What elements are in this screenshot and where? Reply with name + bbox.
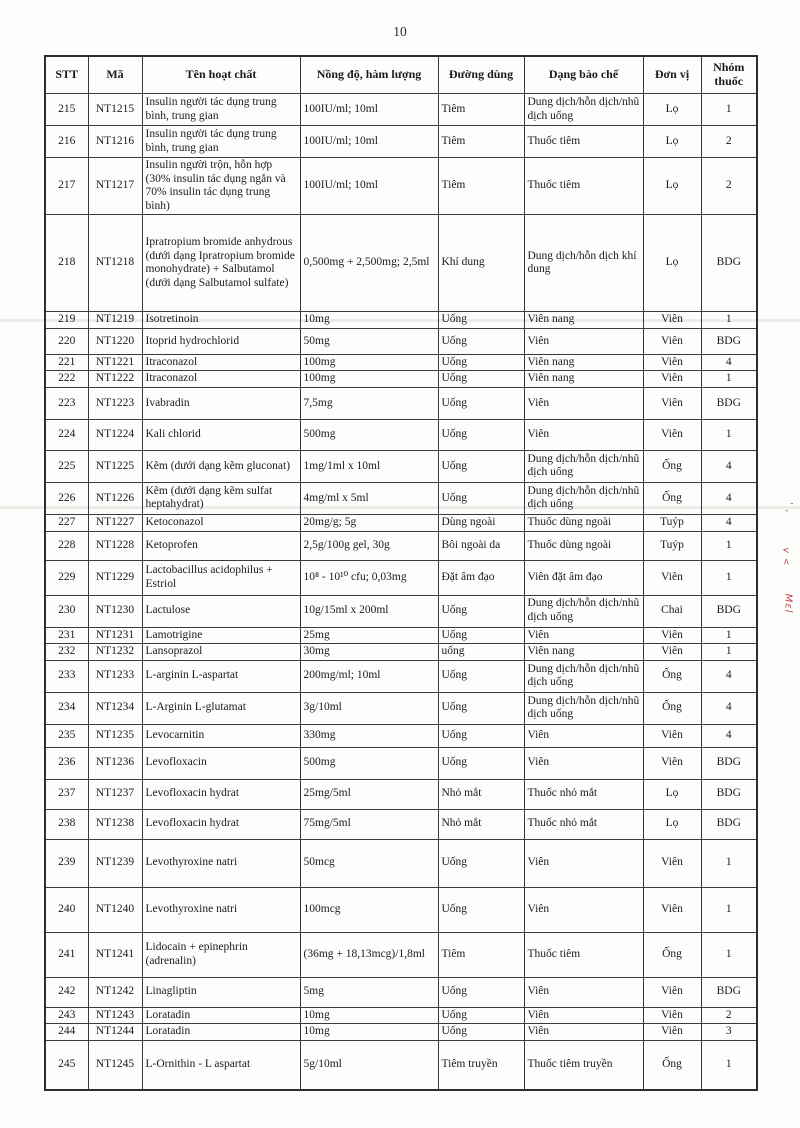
cell-dosage-form: Viên bbox=[524, 747, 643, 779]
cell-stt: 218 bbox=[45, 215, 88, 312]
cell-stt: 244 bbox=[45, 1024, 88, 1041]
cell-name: Kali chlorid bbox=[142, 419, 300, 450]
cell-stt: 241 bbox=[45, 932, 88, 977]
cell-unit: Viên bbox=[643, 644, 701, 661]
cell-code: NT1224 bbox=[88, 419, 142, 450]
cell-code: NT1227 bbox=[88, 514, 142, 531]
cell-unit: Lọ bbox=[643, 215, 701, 312]
cell-strength: 20mg/g; 5g bbox=[300, 514, 438, 531]
cell-dosage-form: Viên nang bbox=[524, 644, 643, 661]
cell-group: 4 bbox=[701, 514, 757, 531]
cell-unit: Tuýp bbox=[643, 531, 701, 560]
table-row bbox=[45, 660, 757, 692]
cell-stt: 245 bbox=[45, 1040, 88, 1090]
cell-code: NT1231 bbox=[88, 627, 142, 644]
col-header-dosage-form: Dạng bào chế bbox=[524, 56, 643, 94]
cell-code: NT1228 bbox=[88, 531, 142, 560]
cell-stt: 231 bbox=[45, 627, 88, 644]
cell-unit: Lọ bbox=[643, 809, 701, 839]
cell-stt: 239 bbox=[45, 839, 88, 887]
cell-route: Uống bbox=[438, 747, 524, 779]
cell-group: 3 bbox=[701, 1024, 757, 1041]
cell-unit: Viên bbox=[643, 560, 701, 595]
cell-route: Tiêm bbox=[438, 94, 524, 126]
cell-dosage-form: Thuốc dùng ngoài bbox=[524, 531, 643, 560]
cell-strength: 200mg/ml; 10ml bbox=[300, 660, 438, 692]
cell-stt: 226 bbox=[45, 482, 88, 514]
table-row bbox=[45, 595, 757, 627]
cell-route: Nhỏ mắt bbox=[438, 809, 524, 839]
cell-code: NT1233 bbox=[88, 660, 142, 692]
handwritten-mark: ' , bbox=[783, 502, 794, 514]
cell-route: Đặt âm đạo bbox=[438, 560, 524, 595]
cell-route: Bôi ngoài da bbox=[438, 531, 524, 560]
cell-strength: 25mg/5ml bbox=[300, 779, 438, 809]
cell-code: NT1226 bbox=[88, 482, 142, 514]
cell-name: Lactobacillus acidophilus + Estriol bbox=[142, 560, 300, 595]
cell-route: Uống bbox=[438, 1007, 524, 1024]
cell-unit: Ống bbox=[643, 482, 701, 514]
cell-stt: 224 bbox=[45, 419, 88, 450]
cell-code: NT1217 bbox=[88, 158, 142, 215]
cell-strength: 7,5mg bbox=[300, 387, 438, 419]
table-row bbox=[45, 747, 757, 779]
cell-route: uống bbox=[438, 644, 524, 661]
cell-unit: Ống bbox=[643, 932, 701, 977]
table-header bbox=[45, 56, 757, 94]
cell-dosage-form: Dung dịch/hỗn dịch/nhũ dịch uống bbox=[524, 660, 643, 692]
cell-route: Tiêm truyền bbox=[438, 1040, 524, 1090]
cell-code: NT1225 bbox=[88, 450, 142, 482]
cell-dosage-form: Viên bbox=[524, 1007, 643, 1024]
cell-stt: 216 bbox=[45, 126, 88, 158]
table-row bbox=[45, 887, 757, 932]
cell-name: Isotretinoin bbox=[142, 312, 300, 329]
cell-route: Uống bbox=[438, 595, 524, 627]
cell-name: L-Ornithin - L aspartat bbox=[142, 1040, 300, 1090]
cell-unit: Lọ bbox=[643, 94, 701, 126]
cell-stt: 217 bbox=[45, 158, 88, 215]
cell-group: BDG bbox=[701, 809, 757, 839]
cell-dosage-form: Thuốc nhỏ mắt bbox=[524, 809, 643, 839]
cell-strength: 2,5g/100g gel, 30g bbox=[300, 531, 438, 560]
cell-name: Lansoprazol bbox=[142, 644, 300, 661]
cell-dosage-form: Dung dịch/hỗn dịch/nhũ dịch uống bbox=[524, 692, 643, 724]
cell-name: Ketoconazol bbox=[142, 514, 300, 531]
cell-group: 4 bbox=[701, 660, 757, 692]
cell-strength: 10mg bbox=[300, 312, 438, 329]
cell-group: 1 bbox=[701, 887, 757, 932]
cell-strength: 50mcg bbox=[300, 839, 438, 887]
cell-route: Uống bbox=[438, 660, 524, 692]
cell-strength: 10mg bbox=[300, 1007, 438, 1024]
cell-unit: Viên bbox=[643, 977, 701, 1007]
table-row bbox=[45, 371, 757, 388]
cell-strength: 10g/15ml x 200ml bbox=[300, 595, 438, 627]
col-header-name: Tên hoạt chất bbox=[142, 56, 300, 94]
cell-dosage-form: Dung dịch/hỗn dịch/nhũ dịch uống bbox=[524, 482, 643, 514]
cell-strength: 25mg bbox=[300, 627, 438, 644]
cell-unit: Viên bbox=[643, 354, 701, 371]
cell-unit: Viên bbox=[643, 747, 701, 779]
cell-group: 4 bbox=[701, 354, 757, 371]
cell-stt: 235 bbox=[45, 724, 88, 747]
cell-name: Ketoprofen bbox=[142, 531, 300, 560]
cell-strength: 330mg bbox=[300, 724, 438, 747]
cell-route: Uống bbox=[438, 450, 524, 482]
cell-dosage-form: Viên đặt âm đạo bbox=[524, 560, 643, 595]
cell-unit: Viên bbox=[643, 1007, 701, 1024]
cell-group: BDG bbox=[701, 328, 757, 354]
cell-stt: 227 bbox=[45, 514, 88, 531]
cell-name: Levocarnitin bbox=[142, 724, 300, 747]
cell-group: 1 bbox=[701, 419, 757, 450]
cell-name: Itraconazol bbox=[142, 354, 300, 371]
cell-dosage-form: Viên bbox=[524, 977, 643, 1007]
cell-strength: 500mg bbox=[300, 419, 438, 450]
col-header-group: Nhóm thuốc bbox=[701, 56, 757, 94]
cell-code: NT1245 bbox=[88, 1040, 142, 1090]
table-row bbox=[45, 1007, 757, 1024]
table-row bbox=[45, 450, 757, 482]
cell-stt: 219 bbox=[45, 312, 88, 329]
table-row bbox=[45, 126, 757, 158]
table-row bbox=[45, 531, 757, 560]
cell-strength: 30mg bbox=[300, 644, 438, 661]
cell-strength: 100IU/ml; 10ml bbox=[300, 94, 438, 126]
cell-group: BDG bbox=[701, 215, 757, 312]
cell-strength: 10⁸ - 10¹⁰ cfu; 0,03mg bbox=[300, 560, 438, 595]
table-row bbox=[45, 94, 757, 126]
cell-group: BDG bbox=[701, 387, 757, 419]
cell-group: 2 bbox=[701, 126, 757, 158]
cell-group: 1 bbox=[701, 531, 757, 560]
cell-stt: 236 bbox=[45, 747, 88, 779]
cell-stt: 233 bbox=[45, 660, 88, 692]
cell-dosage-form: Dung dịch/hỗn dịch khí dung bbox=[524, 215, 643, 312]
cell-name: Levofloxacin hydrat bbox=[142, 779, 300, 809]
cell-code: NT1220 bbox=[88, 328, 142, 354]
cell-strength: 5mg bbox=[300, 977, 438, 1007]
cell-dosage-form: Thuốc nhỏ mắt bbox=[524, 779, 643, 809]
cell-code: NT1240 bbox=[88, 887, 142, 932]
cell-route: Uống bbox=[438, 692, 524, 724]
cell-code: NT1218 bbox=[88, 215, 142, 312]
cell-unit: Ống bbox=[643, 660, 701, 692]
table-row bbox=[45, 158, 757, 215]
cell-dosage-form: Viên nang bbox=[524, 371, 643, 388]
drug-list-table bbox=[44, 55, 758, 1091]
cell-unit: Lọ bbox=[643, 158, 701, 215]
cell-dosage-form: Viên bbox=[524, 328, 643, 354]
cell-name: Ipratropium bromide anhydrous (dưới dạng Ipratropium bromide monohydrate) + Salbutamol (dưới dạng Salbutamol sulfate) bbox=[142, 215, 300, 312]
cell-stt: 237 bbox=[45, 779, 88, 809]
cell-name: Levofloxacin hydrat bbox=[142, 809, 300, 839]
cell-dosage-form: Thuốc tiêm truyền bbox=[524, 1040, 643, 1090]
cell-strength: 500mg bbox=[300, 747, 438, 779]
cell-dosage-form: Viên nang bbox=[524, 312, 643, 329]
cell-strength: 100mg bbox=[300, 371, 438, 388]
cell-strength: 100IU/ml; 10ml bbox=[300, 126, 438, 158]
col-header-strength: Nồng độ, hàm lượng bbox=[300, 56, 438, 94]
table-row bbox=[45, 1040, 757, 1090]
cell-name: Linagliptin bbox=[142, 977, 300, 1007]
cell-strength: 100mg bbox=[300, 354, 438, 371]
cell-stt: 238 bbox=[45, 809, 88, 839]
cell-group: BDG bbox=[701, 747, 757, 779]
cell-code: NT1236 bbox=[88, 747, 142, 779]
cell-strength: 75mg/5ml bbox=[300, 809, 438, 839]
cell-unit: Ống bbox=[643, 450, 701, 482]
cell-name: L-Arginin L-glutamat bbox=[142, 692, 300, 724]
table-row bbox=[45, 387, 757, 419]
table-row bbox=[45, 692, 757, 724]
cell-code: NT1232 bbox=[88, 644, 142, 661]
table-row bbox=[45, 1024, 757, 1041]
cell-unit: Tuýp bbox=[643, 514, 701, 531]
cell-strength: 4mg/ml x 5ml bbox=[300, 482, 438, 514]
table-row bbox=[45, 215, 757, 312]
cell-unit: Lọ bbox=[643, 779, 701, 809]
table-row bbox=[45, 627, 757, 644]
cell-route: Uống bbox=[438, 419, 524, 450]
cell-route: Uống bbox=[438, 354, 524, 371]
cell-strength: 100IU/ml; 10ml bbox=[300, 158, 438, 215]
cell-unit: Lọ bbox=[643, 126, 701, 158]
cell-route: Nhỏ mắt bbox=[438, 779, 524, 809]
cell-unit: Ống bbox=[643, 692, 701, 724]
cell-name: Insulin người trộn, hỗn hợp (30% insulin tác dụng ngắn và 70% insulin tác dụng trung bình) bbox=[142, 158, 300, 215]
cell-strength: (36mg + 18,13mcg)/1,8ml bbox=[300, 932, 438, 977]
cell-code: NT1221 bbox=[88, 354, 142, 371]
table-row bbox=[45, 560, 757, 595]
handwritten-mark: Mɛl bbox=[782, 593, 794, 614]
cell-unit: Viên bbox=[643, 312, 701, 329]
cell-name: Loratadin bbox=[142, 1024, 300, 1041]
cell-dosage-form: Viên bbox=[524, 1024, 643, 1041]
cell-group: 1 bbox=[701, 627, 757, 644]
cell-strength: 10mg bbox=[300, 1024, 438, 1041]
cell-route: Uống bbox=[438, 887, 524, 932]
header-row bbox=[45, 56, 757, 94]
cell-stt: 215 bbox=[45, 94, 88, 126]
cell-name: Lidocain + epinephrin (adrenalin) bbox=[142, 932, 300, 977]
cell-stt: 240 bbox=[45, 887, 88, 932]
cell-code: NT1219 bbox=[88, 312, 142, 329]
table-row bbox=[45, 724, 757, 747]
table-row bbox=[45, 354, 757, 371]
page-number: 10 bbox=[393, 24, 407, 39]
cell-route: Uống bbox=[438, 312, 524, 329]
cell-name: Loratadin bbox=[142, 1007, 300, 1024]
cell-name: Lactulose bbox=[142, 595, 300, 627]
col-header-route: Đường dùng bbox=[438, 56, 524, 94]
cell-code: NT1243 bbox=[88, 1007, 142, 1024]
handwritten-mark: v < bbox=[780, 547, 791, 567]
cell-group: BDG bbox=[701, 779, 757, 809]
cell-unit: Chai bbox=[643, 595, 701, 627]
cell-name: Ivabradin bbox=[142, 387, 300, 419]
cell-group: 4 bbox=[701, 692, 757, 724]
cell-group: 1 bbox=[701, 94, 757, 126]
cell-stt: 225 bbox=[45, 450, 88, 482]
cell-route: Tiêm bbox=[438, 932, 524, 977]
cell-route: Tiêm bbox=[438, 158, 524, 215]
cell-code: NT1241 bbox=[88, 932, 142, 977]
cell-name: Levothyroxine natri bbox=[142, 839, 300, 887]
cell-dosage-form: Dung dịch/hỗn dịch/nhũ dịch uống bbox=[524, 595, 643, 627]
cell-stt: 243 bbox=[45, 1007, 88, 1024]
cell-group: 2 bbox=[701, 158, 757, 215]
cell-group: 1 bbox=[701, 371, 757, 388]
cell-name: Kẽm (dưới dạng kẽm sulfat heptahydrat) bbox=[142, 482, 300, 514]
cell-unit: Ống bbox=[643, 1040, 701, 1090]
cell-code: NT1235 bbox=[88, 724, 142, 747]
cell-code: NT1222 bbox=[88, 371, 142, 388]
cell-code: NT1238 bbox=[88, 809, 142, 839]
cell-code: NT1216 bbox=[88, 126, 142, 158]
cell-stt: 232 bbox=[45, 644, 88, 661]
cell-code: NT1237 bbox=[88, 779, 142, 809]
cell-strength: 5g/10ml bbox=[300, 1040, 438, 1090]
cell-stt: 228 bbox=[45, 531, 88, 560]
cell-unit: Viên bbox=[643, 627, 701, 644]
cell-group: BDG bbox=[701, 595, 757, 627]
cell-stt: 229 bbox=[45, 560, 88, 595]
col-header-stt: STT bbox=[45, 56, 88, 94]
cell-dosage-form: Dung dịch/hỗn dịch/nhũ dịch uống bbox=[524, 94, 643, 126]
cell-group: 1 bbox=[701, 644, 757, 661]
cell-stt: 221 bbox=[45, 354, 88, 371]
table-row bbox=[45, 328, 757, 354]
cell-route: Khí dung bbox=[438, 215, 524, 312]
cell-group: 1 bbox=[701, 1040, 757, 1090]
table-body bbox=[45, 94, 757, 1091]
cell-name: Insulin người tác dụng trung bình, trung gian bbox=[142, 94, 300, 126]
cell-code: NT1229 bbox=[88, 560, 142, 595]
cell-unit: Viên bbox=[643, 328, 701, 354]
cell-dosage-form: Viên bbox=[524, 387, 643, 419]
cell-route: Uống bbox=[438, 371, 524, 388]
cell-code: NT1239 bbox=[88, 839, 142, 887]
col-header-code: Mã bbox=[88, 56, 142, 94]
cell-strength: 100mcg bbox=[300, 887, 438, 932]
cell-strength: 3g/10ml bbox=[300, 692, 438, 724]
cell-code: NT1223 bbox=[88, 387, 142, 419]
cell-dosage-form: Viên bbox=[524, 627, 643, 644]
cell-unit: Viên bbox=[643, 1024, 701, 1041]
cell-dosage-form: Thuốc dùng ngoài bbox=[524, 514, 643, 531]
cell-name: Levothyroxine natri bbox=[142, 887, 300, 932]
cell-unit: Viên bbox=[643, 371, 701, 388]
cell-dosage-form: Viên bbox=[524, 839, 643, 887]
cell-dosage-form: Viên bbox=[524, 887, 643, 932]
cell-route: Uống bbox=[438, 387, 524, 419]
cell-strength: 0,500mg + 2,500mg; 2,5ml bbox=[300, 215, 438, 312]
cell-dosage-form: Thuốc tiêm bbox=[524, 126, 643, 158]
cell-group: BDG bbox=[701, 977, 757, 1007]
cell-dosage-form: Thuốc tiêm bbox=[524, 158, 643, 215]
table-row bbox=[45, 977, 757, 1007]
cell-stt: 223 bbox=[45, 387, 88, 419]
cell-route: Uống bbox=[438, 627, 524, 644]
cell-unit: Viên bbox=[643, 839, 701, 887]
col-header-unit: Đơn vị bbox=[643, 56, 701, 94]
cell-code: NT1215 bbox=[88, 94, 142, 126]
cell-code: NT1244 bbox=[88, 1024, 142, 1041]
cell-unit: Viên bbox=[643, 387, 701, 419]
cell-route: Uống bbox=[438, 724, 524, 747]
cell-dosage-form: Viên bbox=[524, 419, 643, 450]
cell-dosage-form: Thuốc tiêm bbox=[524, 932, 643, 977]
cell-group: 1 bbox=[701, 312, 757, 329]
cell-group: 4 bbox=[701, 724, 757, 747]
cell-route: Tiêm bbox=[438, 126, 524, 158]
table-row bbox=[45, 482, 757, 514]
cell-code: NT1234 bbox=[88, 692, 142, 724]
table-row bbox=[45, 932, 757, 977]
cell-unit: Viên bbox=[643, 724, 701, 747]
cell-route: Uống bbox=[438, 977, 524, 1007]
cell-name: L-arginin L-aspartat bbox=[142, 660, 300, 692]
cell-name: Insulin người tác dụng trung bình, trung gian bbox=[142, 126, 300, 158]
cell-dosage-form: Viên bbox=[524, 724, 643, 747]
cell-stt: 222 bbox=[45, 371, 88, 388]
cell-stt: 234 bbox=[45, 692, 88, 724]
cell-dosage-form: Viên nang bbox=[524, 354, 643, 371]
cell-stt: 220 bbox=[45, 328, 88, 354]
cell-route: Dùng ngoài bbox=[438, 514, 524, 531]
cell-name: Itraconazol bbox=[142, 371, 300, 388]
cell-group: 2 bbox=[701, 1007, 757, 1024]
cell-group: 1 bbox=[701, 560, 757, 595]
cell-code: NT1242 bbox=[88, 977, 142, 1007]
cell-name: Kẽm (dưới dạng kẽm gluconat) bbox=[142, 450, 300, 482]
cell-code: NT1230 bbox=[88, 595, 142, 627]
cell-route: Uống bbox=[438, 1024, 524, 1041]
cell-strength: 50mg bbox=[300, 328, 438, 354]
cell-name: Lamotrigine bbox=[142, 627, 300, 644]
cell-route: Uống bbox=[438, 328, 524, 354]
cell-route: Uống bbox=[438, 482, 524, 514]
cell-group: 4 bbox=[701, 482, 757, 514]
table-row bbox=[45, 644, 757, 661]
cell-unit: Viên bbox=[643, 887, 701, 932]
cell-stt: 230 bbox=[45, 595, 88, 627]
table-row bbox=[45, 839, 757, 887]
cell-route: Uống bbox=[438, 839, 524, 887]
cell-strength: 1mg/1ml x 10ml bbox=[300, 450, 438, 482]
table-row bbox=[45, 419, 757, 450]
cell-group: 1 bbox=[701, 839, 757, 887]
cell-group: 1 bbox=[701, 932, 757, 977]
table-row bbox=[45, 312, 757, 329]
table-row bbox=[45, 514, 757, 531]
cell-name: Levofloxacin bbox=[142, 747, 300, 779]
cell-stt: 242 bbox=[45, 977, 88, 1007]
cell-dosage-form: Dung dịch/hỗn dịch/nhũ dịch uống bbox=[524, 450, 643, 482]
table-row bbox=[45, 779, 757, 809]
cell-name: Itoprid hydrochlorid bbox=[142, 328, 300, 354]
table-row bbox=[45, 809, 757, 839]
cell-unit: Viên bbox=[643, 419, 701, 450]
cell-group: 4 bbox=[701, 450, 757, 482]
